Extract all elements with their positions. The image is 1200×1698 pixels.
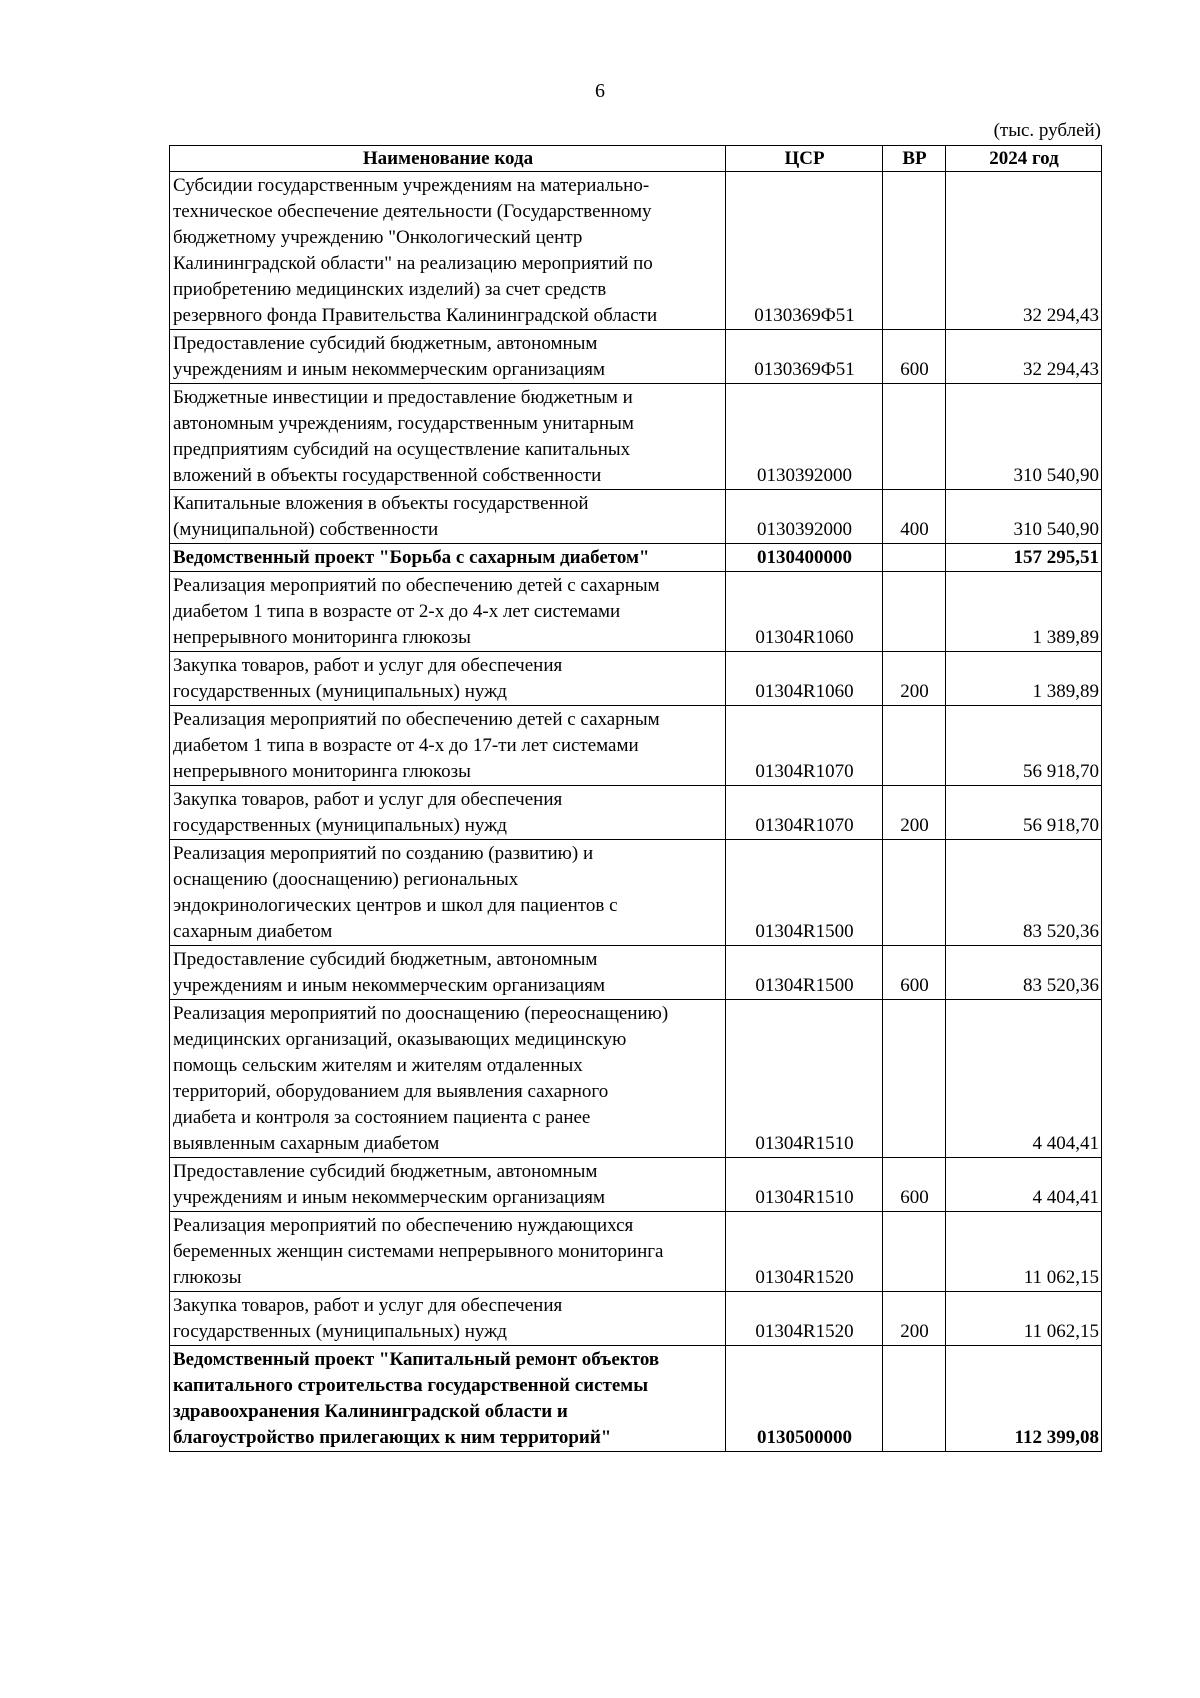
cell-name-line: Реализация мероприятий по дооснащению (переоснащению) bbox=[173, 1003, 669, 1024]
cell-sum: 4 404,41 bbox=[946, 1000, 1102, 1158]
cell-name-line: непрерывного мониторинга глюкозы bbox=[173, 627, 471, 648]
cell-name bbox=[170, 946, 726, 1000]
cell-name-line: территорий, оборудованием для выявления сахарного bbox=[173, 1081, 609, 1102]
cell-name bbox=[170, 786, 726, 840]
cell-name-line: Ведомственный проект "Капитальный ремонт объектов bbox=[173, 1349, 660, 1370]
table-row bbox=[170, 1158, 1102, 1212]
page-number: 6 bbox=[595, 80, 605, 102]
cell-name-line: Закупка товаров, работ и услуг для обеспечения bbox=[173, 655, 563, 676]
cell-name bbox=[170, 384, 726, 490]
cell-name-line: приобретению медицинских изделий) за счет средств bbox=[173, 279, 607, 300]
cell-name bbox=[170, 572, 726, 652]
cell-vr bbox=[883, 706, 946, 786]
cell-vr: 200 bbox=[883, 1292, 946, 1346]
cell-csr: 01304R1510 bbox=[726, 1158, 883, 1212]
cell-name-line: Реализация мероприятий по обеспечению детей с сахарным bbox=[173, 575, 660, 596]
cell-sum: 4 404,41 bbox=[946, 1158, 1102, 1212]
table-row bbox=[170, 946, 1102, 1000]
cell-name bbox=[170, 1158, 726, 1212]
cell-name-line: диабетом 1 типа в возрасте от 2-х до 4-х лет системами bbox=[173, 601, 621, 622]
cell-name-line: Субсидии государственным учреждениям на материально- bbox=[173, 175, 650, 196]
cell-name-line: предприятиям субсидий на осуществление капитальных bbox=[173, 439, 631, 460]
cell-name-line: бюджетному учреждению "Онкологический центр bbox=[173, 227, 583, 248]
cell-csr: 0130392000 bbox=[726, 490, 883, 544]
cell-sum: 56 918,70 bbox=[946, 706, 1102, 786]
cell-name-line: вложений в объекты государственной собственности bbox=[173, 465, 602, 486]
cell-name-line: учреждениям и иным некоммерческим организациям bbox=[173, 359, 606, 380]
cell-name-line: непрерывного мониторинга глюкозы bbox=[173, 761, 471, 782]
cell-sum: 83 520,36 bbox=[946, 946, 1102, 1000]
cell-name-line: (муниципальной) собственности bbox=[173, 519, 439, 540]
cell-name bbox=[170, 1292, 726, 1346]
cell-vr bbox=[883, 1212, 946, 1292]
cell-csr: 01304R1070 bbox=[726, 786, 883, 840]
cell-name-line: Капитальные вложения в объекты государственной bbox=[173, 493, 589, 514]
cell-sum: 32 294,43 bbox=[946, 330, 1102, 384]
cell-vr bbox=[883, 544, 946, 572]
table-row bbox=[170, 490, 1102, 544]
cell-name-line: техническое обеспечение деятельности (Государственному bbox=[173, 201, 652, 222]
cell-sum: 310 540,90 bbox=[946, 490, 1102, 544]
table-row bbox=[170, 572, 1102, 652]
cell-csr: 01304R1500 bbox=[726, 946, 883, 1000]
units-note: (тыс. рублей) bbox=[993, 120, 1101, 141]
cell-csr: 0130392000 bbox=[726, 384, 883, 490]
cell-sum: 310 540,90 bbox=[946, 384, 1102, 490]
cell-vr bbox=[883, 172, 946, 330]
table-row bbox=[170, 786, 1102, 840]
cell-name-line: Предоставление субсидий бюджетным, автономным bbox=[173, 333, 598, 354]
cell-name bbox=[170, 840, 726, 946]
cell-sum: 11 062,15 bbox=[946, 1292, 1102, 1346]
cell-name-line: Ведомственный проект "Борьба с сахарным диабетом" bbox=[173, 547, 650, 568]
table-header-row bbox=[170, 146, 1102, 172]
cell-csr: 0130500000 bbox=[726, 1346, 883, 1452]
budget-table bbox=[169, 145, 1102, 1452]
cell-sum: 83 520,36 bbox=[946, 840, 1102, 946]
cell-name-line: резервного фонда Правительства Калининградской области bbox=[173, 305, 658, 326]
cell-name bbox=[170, 1212, 726, 1292]
cell-sum: 32 294,43 bbox=[946, 172, 1102, 330]
cell-name-line: государственных (муниципальных) нужд bbox=[173, 681, 507, 702]
cell-name-line: Калининградской области" на реализацию мероприятий по bbox=[173, 253, 653, 274]
header-year: 2024 год bbox=[946, 146, 1102, 172]
table-row bbox=[170, 330, 1102, 384]
table-row bbox=[170, 1292, 1102, 1346]
cell-vr: 600 bbox=[883, 330, 946, 384]
table-row bbox=[170, 1346, 1102, 1452]
cell-name-line: Бюджетные инвестиции и предоставление бюджетным и bbox=[173, 387, 633, 408]
cell-name-line: диабета и контроля за состоянием пациента с ранее bbox=[173, 1107, 591, 1128]
cell-name bbox=[170, 330, 726, 384]
cell-name bbox=[170, 652, 726, 706]
cell-name-line: автономным учреждениям, государственным унитарным bbox=[173, 413, 634, 434]
header-csr: ЦСР bbox=[726, 146, 883, 172]
cell-vr bbox=[883, 572, 946, 652]
cell-name-line: медицинских организаций, оказывающих медицинскую bbox=[173, 1029, 627, 1050]
cell-name-line: капитального строительства государственной системы bbox=[173, 1375, 649, 1396]
cell-vr: 200 bbox=[883, 652, 946, 706]
cell-name-line: сахарным диабетом bbox=[173, 921, 333, 942]
cell-name-line: государственных (муниципальных) нужд bbox=[173, 1321, 507, 1342]
cell-name-line: помощь сельским жителям и жителям отдаленных bbox=[173, 1055, 583, 1076]
cell-vr: 600 bbox=[883, 946, 946, 1000]
cell-name-line: Закупка товаров, работ и услуг для обеспечения bbox=[173, 1295, 563, 1316]
cell-csr: 01304R1060 bbox=[726, 652, 883, 706]
cell-name-line: диабетом 1 типа в возрасте от 4-х до 17-ти лет системами bbox=[173, 735, 639, 756]
cell-csr: 01304R1070 bbox=[726, 706, 883, 786]
cell-name bbox=[170, 1346, 726, 1452]
cell-vr bbox=[883, 384, 946, 490]
table-row bbox=[170, 172, 1102, 330]
cell-name-line: глюкозы bbox=[173, 1267, 242, 1288]
cell-csr: 01304R1500 bbox=[726, 840, 883, 946]
cell-name-line: беременных женщин системами непрерывного мониторинга bbox=[173, 1241, 664, 1262]
cell-vr bbox=[883, 1000, 946, 1158]
cell-name-line: Реализация мероприятий по обеспечению нуждающихся bbox=[173, 1215, 634, 1236]
cell-name bbox=[170, 1000, 726, 1158]
cell-sum: 56 918,70 bbox=[946, 786, 1102, 840]
table-row bbox=[170, 840, 1102, 946]
table-row bbox=[170, 706, 1102, 786]
cell-name-line: учреждениям и иным некоммерческим организациям bbox=[173, 1187, 606, 1208]
cell-sum: 1 389,89 bbox=[946, 572, 1102, 652]
header-name: Наименование кода bbox=[170, 146, 726, 172]
cell-csr: 01304R1060 bbox=[726, 572, 883, 652]
cell-csr: 0130400000 bbox=[726, 544, 883, 572]
cell-name-line: выявленным сахарным диабетом bbox=[173, 1133, 440, 1154]
cell-csr: 0130369Ф51 bbox=[726, 172, 883, 330]
table-row bbox=[170, 1000, 1102, 1158]
cell-sum: 157 295,51 bbox=[946, 544, 1102, 572]
cell-name bbox=[170, 706, 726, 786]
cell-name-line: Закупка товаров, работ и услуг для обеспечения bbox=[173, 789, 563, 810]
cell-csr: 01304R1520 bbox=[726, 1212, 883, 1292]
cell-name-line: благоустройство прилегающих к ним территорий" bbox=[173, 1427, 612, 1448]
cell-sum: 1 389,89 bbox=[946, 652, 1102, 706]
table-body bbox=[170, 172, 1102, 1452]
cell-csr: 01304R1520 bbox=[726, 1292, 883, 1346]
table-row bbox=[170, 1212, 1102, 1292]
cell-csr: 01304R1510 bbox=[726, 1000, 883, 1158]
cell-name bbox=[170, 172, 726, 330]
cell-name-line: учреждениям и иным некоммерческим организациям bbox=[173, 975, 606, 996]
table-row bbox=[170, 384, 1102, 490]
cell-name-line: оснащению (дооснащению) региональных bbox=[173, 869, 519, 890]
cell-vr bbox=[883, 840, 946, 946]
cell-name-line: Предоставление субсидий бюджетным, автономным bbox=[173, 949, 598, 970]
cell-sum: 112 399,08 bbox=[946, 1346, 1102, 1452]
cell-name-line: государственных (муниципальных) нужд bbox=[173, 815, 507, 836]
cell-name-line: Предоставление субсидий бюджетным, автономным bbox=[173, 1161, 598, 1182]
cell-sum: 11 062,15 bbox=[946, 1212, 1102, 1292]
cell-vr: 200 bbox=[883, 786, 946, 840]
cell-vr: 400 bbox=[883, 490, 946, 544]
cell-csr: 0130369Ф51 bbox=[726, 330, 883, 384]
cell-name bbox=[170, 544, 726, 572]
cell-vr bbox=[883, 1346, 946, 1452]
cell-name-line: Реализация мероприятий по обеспечению детей с сахарным bbox=[173, 709, 660, 730]
table-row bbox=[170, 652, 1102, 706]
cell-vr: 600 bbox=[883, 1158, 946, 1212]
cell-name bbox=[170, 490, 726, 544]
header-vr: ВР bbox=[883, 146, 946, 172]
cell-name-line: эндокринологических центров и школ для пациентов с bbox=[173, 895, 618, 916]
cell-name-line: Реализация мероприятий по созданию (развитию) и bbox=[173, 843, 594, 864]
table-row bbox=[170, 544, 1102, 572]
cell-name-line: здравоохранения Калининградской области и bbox=[173, 1401, 568, 1422]
